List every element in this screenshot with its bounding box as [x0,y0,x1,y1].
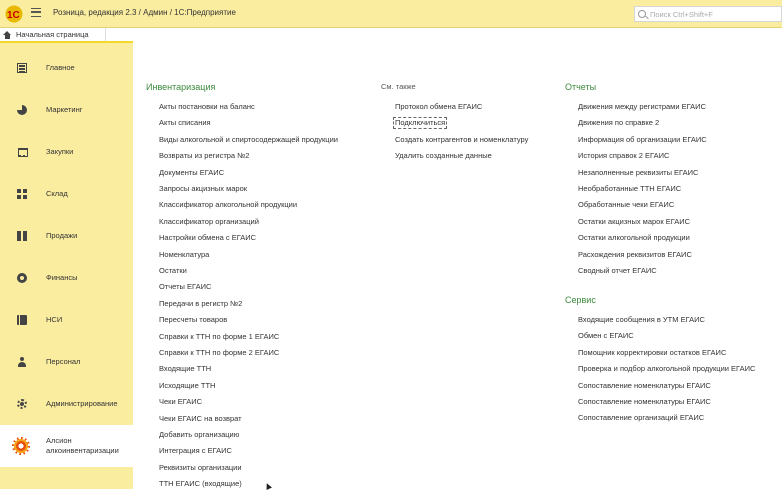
list-item[interactable]: Необработанные ТТН ЕГАИС [578,184,682,193]
coin-icon [17,273,27,283]
gear-icon [17,399,27,409]
list-item[interactable]: Возвраты из регистра №2 [159,151,250,161]
hamburger-menu-icon[interactable] [31,8,41,17]
book-icon [17,315,27,325]
svg-text:1С: 1С [7,10,20,21]
list-item[interactable]: Проверка и подбор алкогольной продукции ЕГАИС [578,364,756,374]
list-item[interactable]: Номенклатура [159,249,210,259]
list-item[interactable]: Классификатор алкогольной продукции [159,200,298,210]
list-item[interactable]: Сопоставление организаций ЕГАИС [578,413,705,423]
list-item[interactable]: Движения между регистрами ЕГАИС [578,102,706,111]
list-item[interactable]: Виды алкогольной и спиртосодержащей продукции [159,134,338,144]
search-box[interactable] [634,6,782,22]
sidebar-item-administration[interactable] [0,383,133,425]
tab-home[interactable] [0,28,106,41]
cart-icon [17,147,27,157]
list-item[interactable]: Удалить созданные данные [395,151,492,161]
main-content [133,28,782,489]
list-item[interactable]: Входящие ТТН [159,364,212,374]
list-item[interactable]: Остатки акцизных марок ЕГАИС [578,216,691,226]
section-title-inventory: Инвентаризация [146,82,216,92]
sidebar-item-personnel[interactable] [0,341,133,383]
sidebar-item-sales[interactable] [0,215,133,257]
pie-icon [17,105,27,115]
sidebar-item-label: Закупки [46,147,74,156]
sidebar-item-label: Администрирование [46,399,118,408]
person-icon [17,357,27,367]
list-item[interactable]: Интеграция с ЕГАИС [159,446,232,456]
list-item[interactable]: Протокол обмена ЕГАИС [395,102,483,111]
list-item[interactable]: Акты списания [159,118,211,128]
tab-label: Начальная страница [16,30,89,39]
list-item[interactable]: Пересчеты товаров [159,315,228,325]
sidebar-item-warehouse[interactable] [0,173,133,215]
window-title: Розница, редакция 2.3 / Админ / 1С:Предприятие [53,8,236,17]
list-item[interactable]: Информация об организации ЕГАИС [578,134,707,144]
tab-bar [0,28,133,41]
alsion-logo-icon [12,437,30,455]
list-item[interactable]: ТТН ЕГАИС (входящие) [159,479,242,489]
section-title-reports: Отчеты [565,82,597,92]
sidebar-item-label: Склад [46,189,68,198]
search-icon [638,10,646,18]
list-item[interactable]: Чеки ЕГАИС на возврат [159,413,242,423]
list-item[interactable]: Запросы акцизных марок [159,184,248,193]
list-item[interactable]: Акты постановки на баланс [159,102,255,111]
home-grid-icon [17,63,27,73]
list-item[interactable]: Сводный отчет ЕГАИС [578,266,657,275]
list-item[interactable]: Обмен с ЕГАИС [578,331,634,341]
list-item[interactable]: Документы ЕГАИС [159,167,225,177]
search-input[interactable] [650,8,778,20]
list-item[interactable]: Создать контрагентов и номенклатуру [395,134,529,144]
sidebar-item-label: Финансы [46,273,78,282]
list-item[interactable]: Остатки [159,266,187,275]
list-item[interactable]: Классификатор организаций [159,216,259,226]
list-item[interactable]: Входящие сообщения в УТМ ЕГАИС [578,315,705,324]
sidebar-item-label: Маркетинг [46,105,83,114]
section-title-see-also: См. также [381,82,416,91]
list-item[interactable]: Обработанные чеки ЕГАИС [578,200,675,210]
sidebar-item-alsion[interactable] [0,425,133,467]
list-item[interactable]: Отчеты ЕГАИС [159,282,212,292]
list-item[interactable]: Остатки алкогольной продукции [578,233,690,243]
list-item[interactable]: Реквизиты организации [159,462,242,472]
gift-icon [17,231,27,241]
sidebar [0,41,133,489]
sidebar-item-finance[interactable] [0,257,133,299]
sidebar-item-label: НСИ [46,315,63,324]
list-item[interactable]: Передачи в регистр №2 [159,298,243,308]
list-item[interactable]: Движения по справке 2 [578,118,660,128]
list-item[interactable]: Добавить организацию [159,430,240,439]
home-icon [3,31,12,39]
list-item[interactable]: История справок 2 ЕГАИС [578,151,670,161]
list-item[interactable]: Исходящие ТТН [159,380,216,390]
sidebar-item-label: Персонал [46,357,81,366]
warehouse-grid-icon [17,189,27,199]
sidebar-item-purchases[interactable] [0,131,133,173]
sidebar-item-marketing[interactable] [0,89,133,131]
sidebar-item-label: Продажи [46,231,78,240]
sidebar-item-nsi[interactable] [0,299,133,341]
sidebar-item-main[interactable] [0,47,133,89]
list-item[interactable]: Сопоставление номенклатуры ЕГАИС [578,380,711,390]
sidebar-item-label: Алсион алкоинвентаризации [46,436,119,455]
list-item[interactable]: Справки к ТТН по форме 2 ЕГАИС [159,348,280,357]
title-bar [0,0,782,28]
list-item[interactable]: Незаполненные реквизиты ЕГАИС [578,167,699,177]
sidebar-item-label: Главное [46,63,75,72]
list-item[interactable]: Сопоставление номенклатуры ЕГАИС [578,397,711,406]
1c-logo-icon[interactable] [4,5,24,23]
list-item[interactable]: Чеки ЕГАИС [159,397,203,407]
list-item[interactable]: Расхождения реквизитов ЕГАИС [578,249,692,259]
list-item[interactable]: Помощник корректировки остатков ЕГАИС [578,347,727,357]
list-item[interactable]: Справки к ТТН по форме 1 ЕГАИС [159,331,280,341]
section-title-service: Сервис [565,295,596,305]
connect-link[interactable]: Подключиться [395,118,446,127]
list-item[interactable]: Настройки обмена с ЕГАИС [159,233,257,243]
